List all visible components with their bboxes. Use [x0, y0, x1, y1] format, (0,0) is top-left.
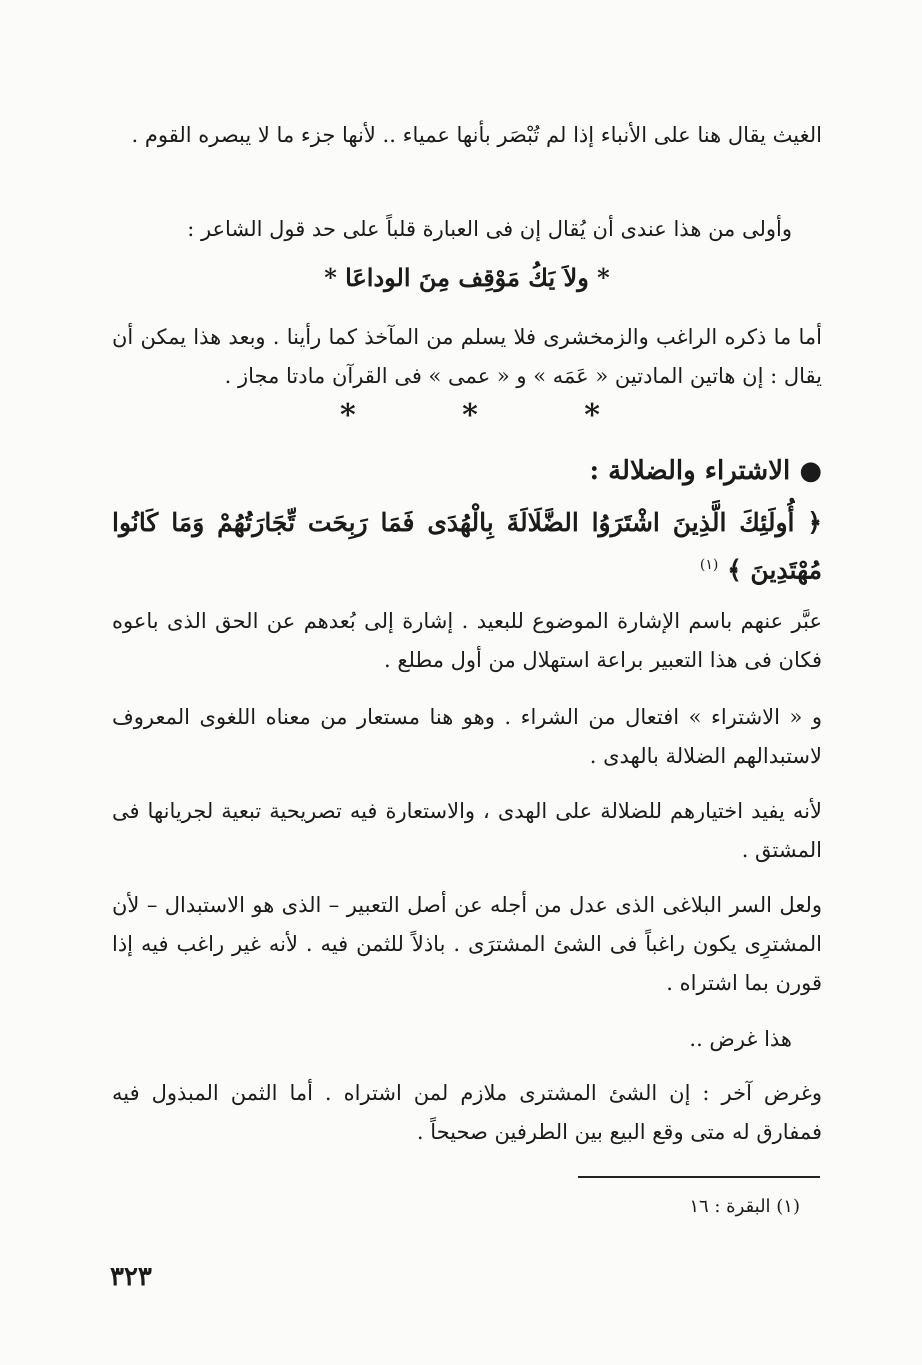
bullet-icon: ●	[799, 456, 822, 486]
quran-text: ﴿ أُولَئِكَ الَّذِينَ اشْتَرَوُا الضَّلَالَةَ بِالْهُدَى فَمَا رَبِحَت تِّجَارَتُهُمْ وَمَا كَانُوا مُهْتَدِينَ ﴾	[112, 508, 822, 585]
quran-verse	[112, 502, 822, 591]
heading-text: الاشتراء والضلالة :	[589, 456, 791, 486]
footnote: (١) البقرة : ١٦	[689, 1196, 800, 1217]
separator-star: *	[340, 398, 356, 433]
paragraph-1: الغيث يقال هنا على الأنباء إذا لم تُبْصَر بأنها عمياء .. لأنها جزء ما لا يبصره القوم .	[131, 123, 822, 147]
paragraph-3: أما ما ذكره الراغب والزمخشرى فلا يسلم من المآخذ كما رأينا . وبعد هذا يمكن أن يقال : إن هاتين المادتين « عَمَه » و « عمى » فى القرآن مادتا مجاز .	[112, 325, 822, 388]
paragraph-9: وغرض آخر : إن الشئ المشترى ملازم لمن اشتراه . أما الثمن المبذول فيه فمفارق له متى وقع البيع بين الطرفين صحيحاً .	[112, 1081, 822, 1144]
page-number: ٣٢٣	[110, 1262, 152, 1292]
paragraph-7: ولعل السر البلاغى الذى عدل من أجله عن أصل التعبير – الذى هو الاستبدال – لأن المشترِى يكون راغباً فى الشئ المشترَى . باذلاً للثمن فيه . لأنه غير راغب فيه إذا قورن بما اشتراه .	[112, 893, 822, 995]
separator-star: *	[584, 398, 600, 433]
paragraph-2: وأولى من هذا عندى أن يُقال إن فى العبارة قلباً على حد قول الشاعر :	[187, 217, 792, 241]
footnote-marker: (١)	[699, 557, 719, 573]
paragraph-5: و « الاشتراء » افتعال من الشراء . وهو هنا مستعار من معناه اللغوى المعروف لاستبدالهم الضلالة بالهدى .	[112, 705, 822, 768]
section-separator	[340, 398, 600, 433]
paragraph-6: لأنه يفيد اختيارهم للضلالة على الهدى ، والاستعارة فيه تصريحية تبعية لجريانها فى المشتق .	[112, 799, 822, 862]
separator-star: *	[462, 398, 478, 433]
section-heading	[112, 452, 822, 491]
footnote-divider	[578, 1176, 820, 1178]
paragraph-4: عبَّر عنهم باسم الإشارة الموضوع للبعيد . إشارة إلى بُعدهم عن الحق الذى باعوه فكان فى هذا التعبير براعة استهلال من أول مطلع .	[112, 609, 822, 672]
poetry-verse: * ولاَ يَكُ مَوْقِف مِنَ الوداعَا *	[324, 263, 610, 292]
paragraph-8: هذا غرض ..	[689, 1027, 792, 1051]
